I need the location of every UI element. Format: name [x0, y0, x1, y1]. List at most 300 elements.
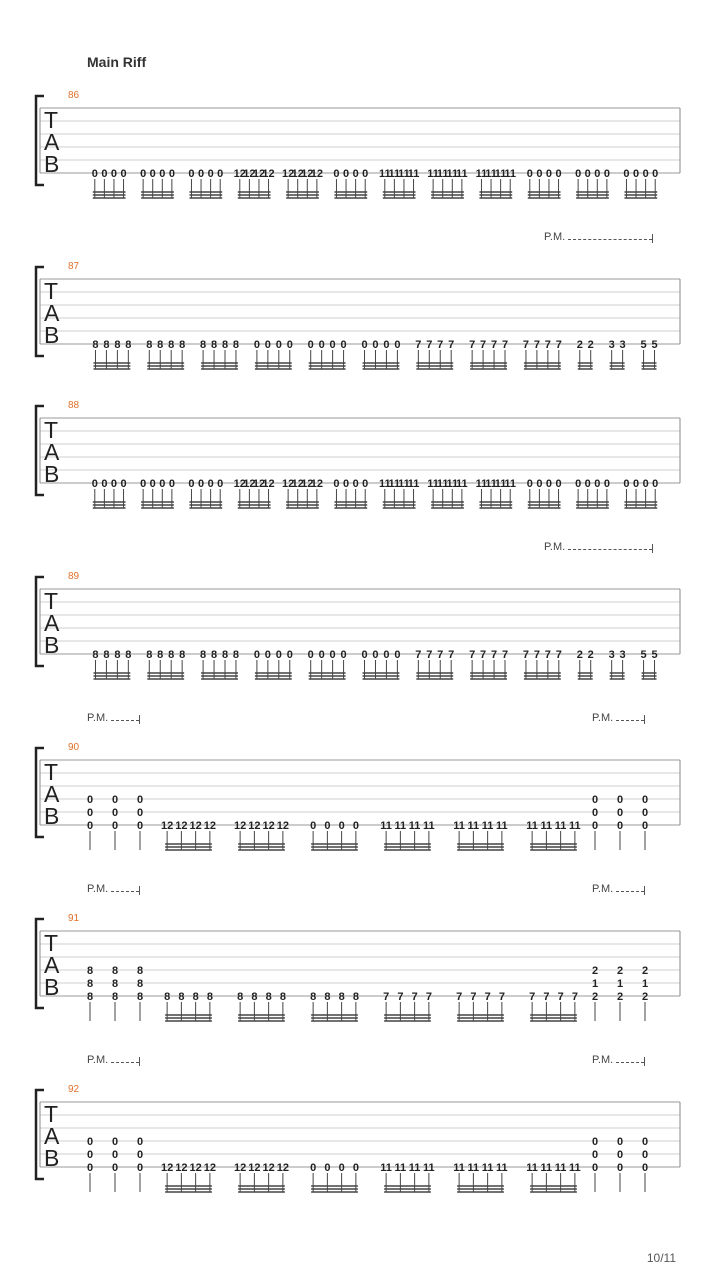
fret-number: 0 — [149, 168, 156, 180]
fret-number: 11 — [481, 820, 494, 832]
fret-number: 5 — [640, 649, 647, 661]
fret-number: 11 — [380, 820, 392, 832]
fret-number: 11 — [554, 820, 567, 832]
fret-number: 7 — [529, 991, 536, 1003]
fret-number: 0 — [101, 478, 108, 490]
fret-number: 7 — [501, 339, 509, 351]
fret-number: 0 — [329, 339, 336, 351]
fret-number: 11 — [408, 1162, 421, 1174]
fret-number: 12 — [310, 168, 323, 180]
fret-number: 7 — [437, 649, 444, 661]
fret-number: 0 — [352, 1162, 359, 1174]
fret-number: 12 — [189, 820, 202, 832]
chord-fret-number: 0 — [136, 820, 144, 832]
palm-mute-label: P.M. — [592, 712, 614, 724]
palm-mute-label: P.M. — [87, 712, 109, 724]
chord-fret-number: 1 — [641, 978, 649, 990]
fret-number: 11 — [446, 168, 459, 180]
fret-number: 12 — [291, 168, 304, 180]
fret-number: 7 — [426, 649, 433, 661]
chord-fret-number: 0 — [616, 807, 624, 819]
fret-number: 0 — [545, 478, 553, 490]
chord-fret-number: 0 — [591, 807, 599, 819]
fret-number: 0 — [168, 478, 175, 490]
chord-fret-number: 0 — [591, 1149, 599, 1161]
chord-fret-number: 2 — [591, 991, 599, 1003]
fret-number: 7 — [383, 991, 390, 1003]
fret-number: 8 — [324, 991, 331, 1003]
fret-number: 0 — [197, 168, 205, 180]
fret-number: 7 — [469, 339, 476, 351]
fret-number: 11 — [467, 1162, 480, 1174]
fret-number: 0 — [217, 168, 224, 180]
fret-number: 0 — [594, 168, 601, 180]
chord-fret-number: 0 — [641, 794, 649, 806]
fret-number: 11 — [481, 1162, 494, 1174]
fret-number: 11 — [494, 478, 507, 490]
fret-number: 11 — [467, 820, 480, 832]
fret-number: 7 — [484, 991, 491, 1003]
fret-number: 8 — [146, 649, 153, 661]
fret-number: 8 — [164, 991, 171, 1003]
fret-number: 0 — [383, 339, 390, 351]
fret-number: 11 — [378, 478, 391, 490]
fret-number: 7 — [571, 991, 578, 1003]
bar-number: 88 — [68, 400, 80, 411]
fret-number: 7 — [490, 339, 498, 351]
chord-fret-number: 0 — [86, 807, 94, 819]
fret-number: 12 — [161, 1162, 174, 1174]
chord-fret-number: 8 — [86, 991, 94, 1003]
tab-clef-letter: T — [44, 1101, 59, 1127]
fret-number: 11 — [423, 820, 435, 832]
chord-fret-number: 0 — [641, 1162, 649, 1174]
fret-number: 11 — [475, 168, 488, 180]
fret-number: 12 — [248, 820, 261, 832]
fret-number: 0 — [361, 339, 368, 351]
fret-number: 8 — [210, 649, 218, 661]
fret-number: 8 — [125, 339, 132, 351]
chord-fret-number: 0 — [136, 807, 144, 819]
fret-number: 12 — [175, 820, 188, 832]
fret-number: 2 — [587, 339, 594, 351]
fret-number: 11 — [398, 478, 410, 490]
fret-number: 11 — [485, 478, 497, 490]
fret-number: 0 — [603, 478, 610, 490]
fret-number: 7 — [480, 649, 487, 661]
page-number: 10/11 — [646, 1251, 676, 1265]
fret-number: 12 — [175, 1162, 188, 1174]
fret-number: 0 — [217, 478, 224, 490]
fret-number: 12 — [234, 1162, 247, 1174]
chord-fret-number: 0 — [616, 820, 624, 832]
fret-number: 0 — [632, 478, 640, 490]
fret-number: 0 — [340, 339, 347, 351]
fret-number: 12 — [310, 478, 323, 490]
fret-number: 7 — [411, 991, 418, 1003]
fret-number: 0 — [338, 1162, 345, 1174]
chord-fret-number: 8 — [111, 965, 119, 977]
fret-number: 7 — [469, 649, 476, 661]
fret-number: 7 — [456, 991, 463, 1003]
fret-number: 5 — [651, 649, 658, 661]
chord-fret-number: 0 — [111, 794, 119, 806]
fret-number: 5 — [640, 339, 647, 351]
fret-number: 0 — [310, 1162, 317, 1174]
fret-number: 0 — [362, 168, 369, 180]
tab-clef-letter: T — [44, 107, 59, 133]
fret-number: 2 — [576, 339, 583, 351]
chord-fret-number: 0 — [111, 1136, 119, 1148]
fret-number: 7 — [448, 649, 455, 661]
fret-number: 11 — [388, 478, 401, 490]
fret-number: 8 — [265, 991, 272, 1003]
fret-number: 0 — [149, 478, 156, 490]
fret-number: 8 — [168, 339, 175, 351]
fret-number: 7 — [490, 649, 498, 661]
fret-number: 12 — [189, 1162, 202, 1174]
chord-fret-number: 0 — [111, 820, 119, 832]
fret-number: 11 — [407, 478, 420, 490]
fret-number: 7 — [397, 991, 404, 1003]
fret-number: 0 — [329, 649, 336, 661]
fret-number: 8 — [206, 991, 213, 1003]
tab-clef-letter: B — [44, 632, 60, 658]
palm-mute-label: P.M. — [87, 1054, 109, 1066]
fret-number: 8 — [168, 649, 175, 661]
fret-number: 0 — [545, 168, 553, 180]
fret-number: 7 — [555, 339, 562, 351]
fret-number: 0 — [526, 478, 533, 490]
chord-fret-number: 8 — [86, 978, 94, 990]
fret-number: 12 — [203, 820, 216, 832]
fret-number: 0 — [275, 649, 282, 661]
chord-fret-number: 0 — [641, 1136, 649, 1148]
bar-number: 89 — [68, 571, 80, 582]
fret-number: 0 — [352, 820, 359, 832]
fret-number: 0 — [120, 478, 127, 490]
fret-number: 0 — [632, 168, 640, 180]
fret-number: 0 — [603, 168, 610, 180]
chord-fret-number: 0 — [136, 1162, 144, 1174]
fret-number: 0 — [159, 168, 166, 180]
fret-number: 0 — [264, 339, 271, 351]
chord-fret-number: 0 — [86, 1136, 94, 1148]
tab-clef-letter: B — [44, 1145, 60, 1171]
fret-number: 7 — [501, 649, 509, 661]
tab-clef-letter: T — [44, 588, 59, 614]
fret-number: 7 — [544, 649, 551, 661]
fret-number: 11 — [408, 820, 421, 832]
fret-number: 0 — [324, 1162, 331, 1174]
fret-number: 11 — [380, 1162, 392, 1174]
chord-fret-number: 0 — [86, 1162, 94, 1174]
fret-number: 0 — [140, 478, 147, 490]
chord-fret-number: 0 — [111, 1149, 119, 1161]
tab-clef-letter: A — [44, 300, 60, 326]
fret-number: 11 — [540, 1162, 553, 1174]
fret-number: 8 — [200, 339, 207, 351]
fret-number: 0 — [110, 478, 118, 490]
chord-fret-number: 0 — [86, 1149, 94, 1161]
fret-number: 0 — [594, 478, 601, 490]
fret-number: 11 — [398, 168, 410, 180]
fret-number: 0 — [120, 168, 127, 180]
palm-mute-label: P.M. — [544, 541, 566, 553]
chord-fret-number: 0 — [591, 794, 599, 806]
fret-number: 11 — [504, 478, 517, 490]
fret-number: 12 — [301, 478, 314, 490]
fret-number: 11 — [496, 1162, 508, 1174]
tab-clef-letter: B — [44, 803, 60, 829]
tab-clef-letter: A — [44, 610, 60, 636]
fret-number: 12 — [233, 478, 246, 490]
fret-number: 11 — [436, 478, 449, 490]
fret-number: 12 — [243, 168, 256, 180]
chord-fret-number: 0 — [641, 820, 649, 832]
palm-mute-marker — [592, 1054, 645, 1066]
fret-number: 0 — [307, 649, 314, 661]
fret-number: 7 — [415, 649, 422, 661]
fret-number: 8 — [251, 991, 258, 1003]
fret-number: 12 — [282, 478, 295, 490]
fret-number: 8 — [125, 649, 132, 661]
fret-number: 12 — [262, 168, 275, 180]
fret-number: 7 — [543, 991, 550, 1003]
fret-number: 8 — [210, 339, 218, 351]
chord-fret-number: 8 — [136, 991, 144, 1003]
fret-number: 0 — [526, 168, 533, 180]
fret-number: 12 — [203, 1162, 216, 1174]
fret-number: 8 — [157, 339, 164, 351]
fret-number: 0 — [352, 168, 359, 180]
tab-clef-letter: A — [44, 439, 60, 465]
fret-number: 11 — [475, 478, 488, 490]
fret-number: 8 — [178, 991, 185, 1003]
fret-number: 7 — [522, 339, 530, 351]
fret-number: 11 — [494, 168, 507, 180]
fret-number: 11 — [456, 478, 468, 490]
chord-fret-number: 0 — [136, 1136, 144, 1148]
chord-fret-number: 0 — [136, 794, 144, 806]
fret-number: 11 — [436, 168, 449, 180]
tab-clef-letter: A — [44, 952, 60, 978]
fret-number: 0 — [286, 339, 293, 351]
chord-fret-number: 8 — [136, 965, 144, 977]
fret-number: 7 — [498, 991, 505, 1003]
fret-number: 12 — [252, 478, 266, 490]
fret-number: 12 — [276, 1162, 289, 1174]
fret-number: 12 — [301, 168, 314, 180]
tab-clef-letter: B — [44, 151, 60, 177]
fret-number: 11 — [485, 168, 497, 180]
palm-mute-label: P.M. — [592, 1054, 614, 1066]
chord-fret-number: 0 — [111, 807, 119, 819]
fret-number: 7 — [470, 991, 477, 1003]
fret-number: 0 — [536, 168, 543, 180]
chord-fret-number: 0 — [591, 1162, 599, 1174]
fret-number: 11 — [388, 168, 401, 180]
fret-number: 5 — [651, 339, 658, 351]
fret-number: 0 — [623, 478, 630, 490]
fret-number: 0 — [642, 168, 649, 180]
fret-number: 0 — [575, 478, 582, 490]
fret-number: 11 — [394, 1162, 407, 1174]
tab-clef-letter: B — [44, 322, 60, 348]
fret-number: 7 — [522, 649, 530, 661]
fret-number: 11 — [540, 820, 553, 832]
fret-number: 7 — [448, 339, 455, 351]
fret-number: 0 — [286, 649, 293, 661]
fret-number: 0 — [188, 168, 195, 180]
fret-number: 0 — [623, 168, 630, 180]
fret-number: 11 — [423, 1162, 435, 1174]
fret-number: 11 — [526, 820, 538, 832]
fret-number: 8 — [352, 991, 359, 1003]
fret-number: 0 — [652, 168, 659, 180]
fret-number: 0 — [383, 649, 390, 661]
fret-number: 12 — [248, 1162, 261, 1174]
chord-fret-number: 0 — [641, 807, 649, 819]
tab-clef-letter: B — [44, 461, 60, 487]
tab-clef-letter: A — [44, 129, 60, 155]
fret-number: 0 — [207, 478, 214, 490]
fret-number: 12 — [233, 168, 246, 180]
section-title: Main Riff — [87, 54, 147, 70]
bar-number: 91 — [68, 913, 80, 924]
fret-number: 7 — [437, 339, 444, 351]
fret-number: 8 — [146, 339, 153, 351]
fret-number: 0 — [318, 339, 325, 351]
fret-number: 0 — [362, 478, 369, 490]
chord-fret-number: 8 — [111, 978, 119, 990]
fret-number: 8 — [157, 649, 164, 661]
bar-number: 87 — [68, 261, 80, 272]
palm-mute-label: P.M. — [87, 883, 109, 895]
fret-number: 0 — [361, 649, 368, 661]
chord-fret-number: 0 — [86, 820, 94, 832]
chord-fret-number: 1 — [616, 978, 624, 990]
fret-number: 8 — [221, 649, 229, 661]
fret-number: 11 — [569, 1162, 581, 1174]
fret-number: 0 — [555, 168, 562, 180]
tab-clef-letter: T — [44, 417, 59, 443]
fret-number: 7 — [426, 339, 433, 351]
fret-number: 0 — [91, 478, 98, 490]
fret-number: 3 — [619, 339, 626, 351]
chord-fret-number: 0 — [616, 1149, 624, 1161]
fret-number: 7 — [480, 339, 487, 351]
fret-number: 8 — [237, 991, 244, 1003]
palm-mute-end — [139, 1057, 140, 1066]
fret-number: 8 — [200, 649, 207, 661]
fret-number: 3 — [608, 649, 615, 661]
chord-fret-number: 2 — [616, 991, 624, 1003]
fret-number: 11 — [427, 168, 439, 180]
fret-number: 0 — [168, 168, 175, 180]
fret-number: 0 — [342, 478, 350, 490]
fret-number: 0 — [318, 649, 325, 661]
fret-number: 11 — [569, 820, 581, 832]
chord-fret-number: 0 — [641, 1149, 649, 1161]
fret-number: 7 — [415, 339, 422, 351]
palm-mute-label: P.M. — [592, 883, 614, 895]
fret-number: 11 — [526, 1162, 538, 1174]
fret-number: 8 — [232, 649, 240, 661]
fret-number: 0 — [324, 820, 331, 832]
fret-number: 0 — [310, 820, 317, 832]
fret-number: 12 — [252, 168, 266, 180]
palm-mute-label: P.M. — [544, 231, 566, 243]
chord-fret-number: 0 — [591, 820, 599, 832]
fret-number: 12 — [291, 478, 304, 490]
fret-number: 11 — [453, 820, 465, 832]
fret-number: 12 — [262, 1162, 275, 1174]
fret-number: 7 — [533, 649, 540, 661]
fret-number: 12 — [282, 168, 295, 180]
tab-clef-letter: A — [44, 781, 60, 807]
fret-number: 8 — [179, 339, 186, 351]
fret-number: 0 — [333, 168, 340, 180]
fret-number: 11 — [496, 820, 508, 832]
fret-number: 8 — [114, 649, 121, 661]
chord-fret-number: 0 — [616, 1162, 624, 1174]
fret-number: 8 — [221, 339, 229, 351]
chord-fret-number: 2 — [591, 965, 599, 977]
chord-fret-number: 2 — [616, 965, 624, 977]
fret-number: 0 — [110, 168, 118, 180]
fret-number: 7 — [425, 991, 432, 1003]
chord-fret-number: 8 — [111, 991, 119, 1003]
fret-number: 3 — [619, 649, 626, 661]
fret-number: 7 — [555, 649, 562, 661]
fret-number: 11 — [554, 1162, 567, 1174]
fret-number: 0 — [91, 168, 98, 180]
fret-number: 8 — [232, 339, 240, 351]
fret-number: 8 — [114, 339, 121, 351]
fret-number: 11 — [446, 478, 459, 490]
chord-fret-number: 0 — [616, 794, 624, 806]
fret-number: 7 — [533, 339, 540, 351]
fret-number: 7 — [544, 339, 551, 351]
fret-number: 0 — [584, 168, 591, 180]
fret-number: 8 — [92, 339, 99, 351]
fret-number: 11 — [453, 1162, 465, 1174]
fret-number: 0 — [555, 478, 562, 490]
fret-number: 12 — [262, 478, 275, 490]
fret-number: 11 — [394, 820, 407, 832]
fret-number: 8 — [338, 991, 345, 1003]
bar-number: 86 — [68, 90, 80, 101]
fret-number: 0 — [333, 478, 340, 490]
fret-number: 12 — [276, 820, 289, 832]
tab-clef-letter: T — [44, 278, 59, 304]
bar-number: 90 — [68, 742, 80, 753]
fret-number: 12 — [161, 820, 174, 832]
fret-number: 0 — [159, 478, 166, 490]
tab-clef-letter: T — [44, 930, 59, 956]
fret-number: 12 — [243, 478, 256, 490]
fret-number: 11 — [456, 168, 468, 180]
fret-number: 0 — [584, 478, 591, 490]
fret-number: 0 — [101, 168, 108, 180]
chord-fret-number: 0 — [111, 1162, 119, 1174]
fret-number: 0 — [253, 339, 260, 351]
fret-number: 0 — [253, 649, 260, 661]
chord-fret-number: 1 — [591, 978, 599, 990]
fret-number: 0 — [275, 339, 282, 351]
fret-number: 8 — [192, 991, 199, 1003]
